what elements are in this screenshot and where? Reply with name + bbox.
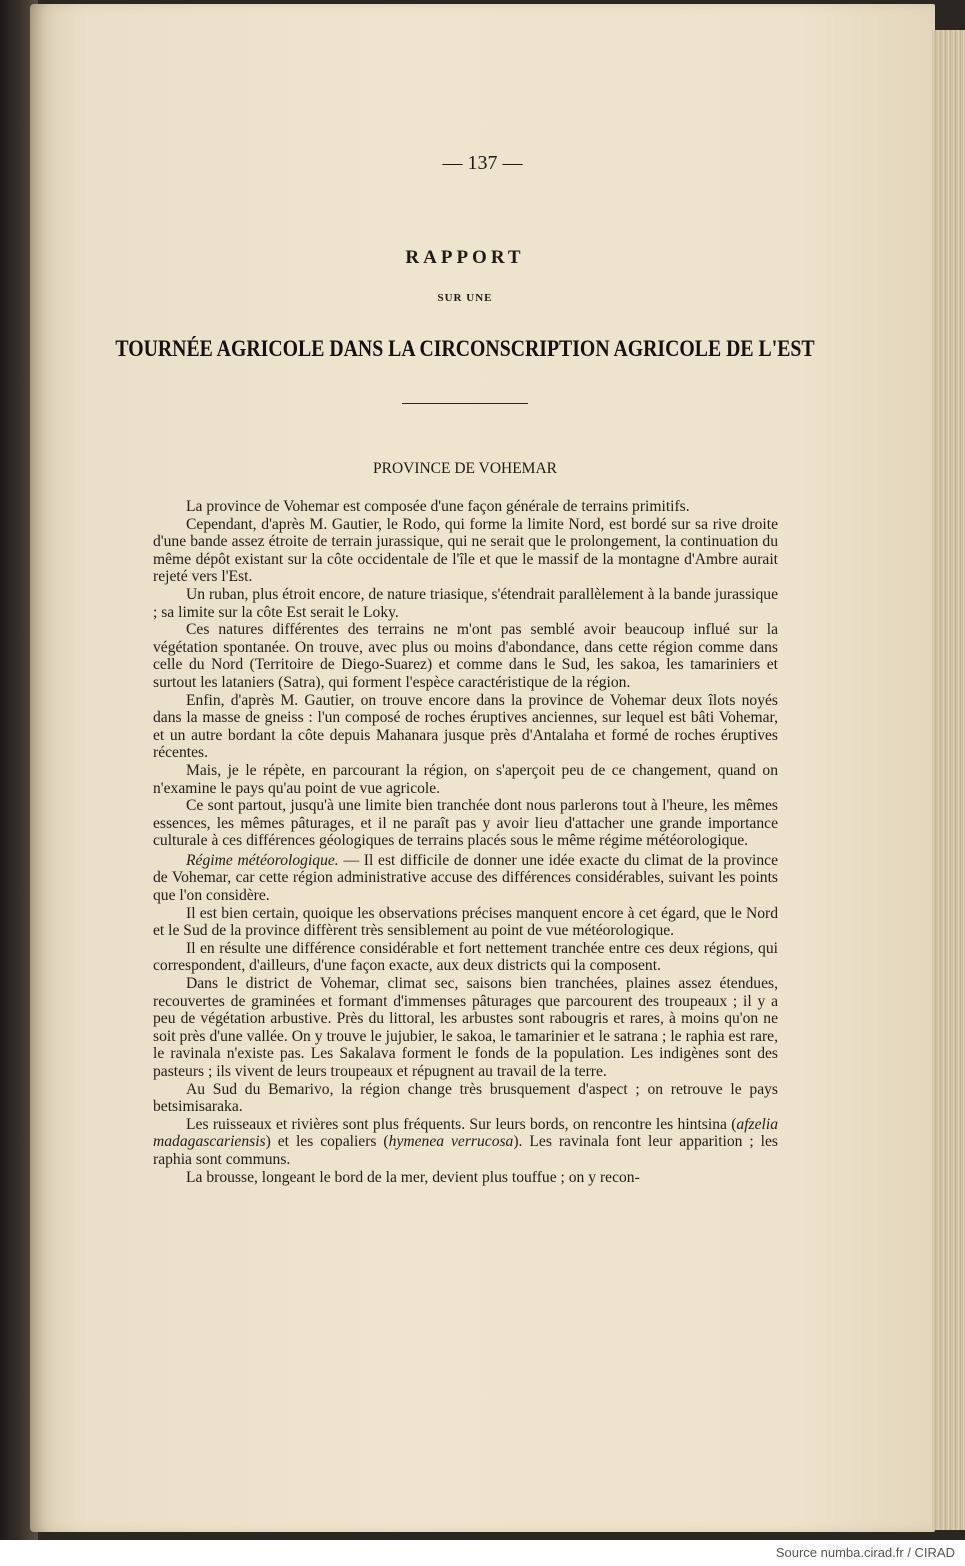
paragraph-regime	[153, 852, 778, 905]
paragraph-trees	[153, 1116, 778, 1169]
paragraph: Ces natures différentes des terrains ne m'ont pas semblé avoir beaucoup influé sur la végétation spontanée. On trouve, avec plus ou moins d'abondance, dans cette région comme dans celle du Nord (Territoire de Diego-Suarez) et comme dans le Sud, les sakoa, les tamariniers et surtout les lataniers (Satra), qui forment l'espèce caractéristique de la région.	[153, 621, 778, 691]
species-hymenea: hymenea verrucosa	[388, 1133, 514, 1151]
report-title: TOURNÉE AGRICOLE DANS LA CIRCONSCRIPTION AGRICOLE DE L'EST	[115, 336, 815, 361]
regime-text: — Il est difficile de donner une idée exacte du climat de la province de Vohemar, car cette région administrative accuse des différences considérables, suivant les points que l'on considère.	[153, 851, 778, 905]
paragraph: La province de Vohemar est composée d'une façon générale de terrains primitifs.	[186, 498, 690, 515]
trees-text-2: ) et les copaliers (	[265, 1133, 389, 1151]
paragraph: Mais, je le répète, en parcourant la région, on s'aperçoit peu de ce changement, quand on n'examine le pays qu'au point de vue agricole.	[153, 761, 778, 797]
paragraph: Il en résulte une différence considérable et fort nettement tranchée entre ces deux régions, qui correspondent, d'ailleurs, d'une façon exacte, aux deux districts qui la composent.	[153, 939, 778, 975]
regime-label: Régime météorologique.	[186, 851, 339, 869]
body-text	[153, 498, 778, 1186]
trees-text-3: ). Les ravinala font leur apparition ; les raphia sont communs.	[153, 1133, 778, 1168]
paragraph-last: La brousse, longeant le bord de la mer, devient plus touffue ; on y recon-	[186, 1168, 640, 1186]
trees-text-1: Les ruisseaux et rivières sont plus fréquents. Sur leurs bords, on rencontre les hintsina (	[186, 1115, 737, 1133]
paragraph: Ce sont partout, jusqu'à une limite bien tranchée dont nous parlerons tout à l'heure, les mêmes essences, les mêmes pâturages, et il ne paraît pas y avoir lieu d'attacher une grande importance culturale à ces différences géologiques de terrains placés sous le même régime météorologique.	[153, 797, 778, 850]
page-edges	[932, 30, 965, 1530]
page-number: — 137 —	[442, 152, 523, 174]
section-heading: PROVINCE DE VOHEMAR	[372, 460, 557, 477]
paragraph: Enfin, d'après M. Gautier, on trouve encore dans la province de Vohemar deux îlots noyés dans la masse de gneiss : l'un composé de roches éruptives anciennes, sur lequel est bâti Vohemar, et un autre bordant la côte depuis Mahanara jusque près d'Antalaha et formé de roches éruptives récentes.	[153, 691, 778, 762]
paragraph: Cependant, d'après M. Gautier, le Rodo, qui forme la limite Nord, est bordé sur sa rive droite d'une bande assez étroite de terrain jurassique, qui ne serait que le prolongement, la continuation du même dépôt existant sur la côte occidentale de l'île et que le massif de la montagne d'Ambre aurait rejeté vers l'Est.	[153, 515, 778, 586]
paragraph: Au Sud du Bemarivo, la région change très brusquement d'aspect ; on retrouve le pays betsimisaraka.	[153, 1080, 778, 1116]
title-divider	[402, 403, 528, 404]
source-credit: Source numba.cirad.fr / CIRAD	[775, 1545, 955, 1560]
heading-rapport: RAPPORT	[405, 247, 525, 268]
paragraph: Dans le district de Vohemar, climat sec, saisons bien tranchées, plaines assez étendues, recouvertes de graminées et formant d'immenses pâturages que parcourent des troupeaux ; il y a peu de végétation arbustive. Près du littoral, les arbustes sont rabougris et rares, à moins qu'on ne soit près d'une vallée. On y trouve le jujubier, le sakoa, le tamarinier et le satrana ; le raphia est rare, le ravinala n'existe pas. Les Sakalava forment le fonds de la population. Les indigènes sont des pasteurs ; ils vivent de leurs troupeaux et répugnent au travail de la terre.	[153, 975, 778, 1080]
species-afzelia: afzelia madagascariensis	[153, 1115, 778, 1151]
subheading: SUR UNE	[437, 292, 493, 304]
paragraph: Il est bien certain, quoique les observations précises manquent encore à cet égard, que le Nord et le Sud de la province diffèrent très sensiblement au point de vue météorologique.	[153, 904, 778, 940]
paragraph: Un ruban, plus étroit encore, de nature triasique, s'étendrait parallèlement à la bande jurassique ; sa limite sur la côte Est serait le Loky.	[153, 585, 778, 621]
